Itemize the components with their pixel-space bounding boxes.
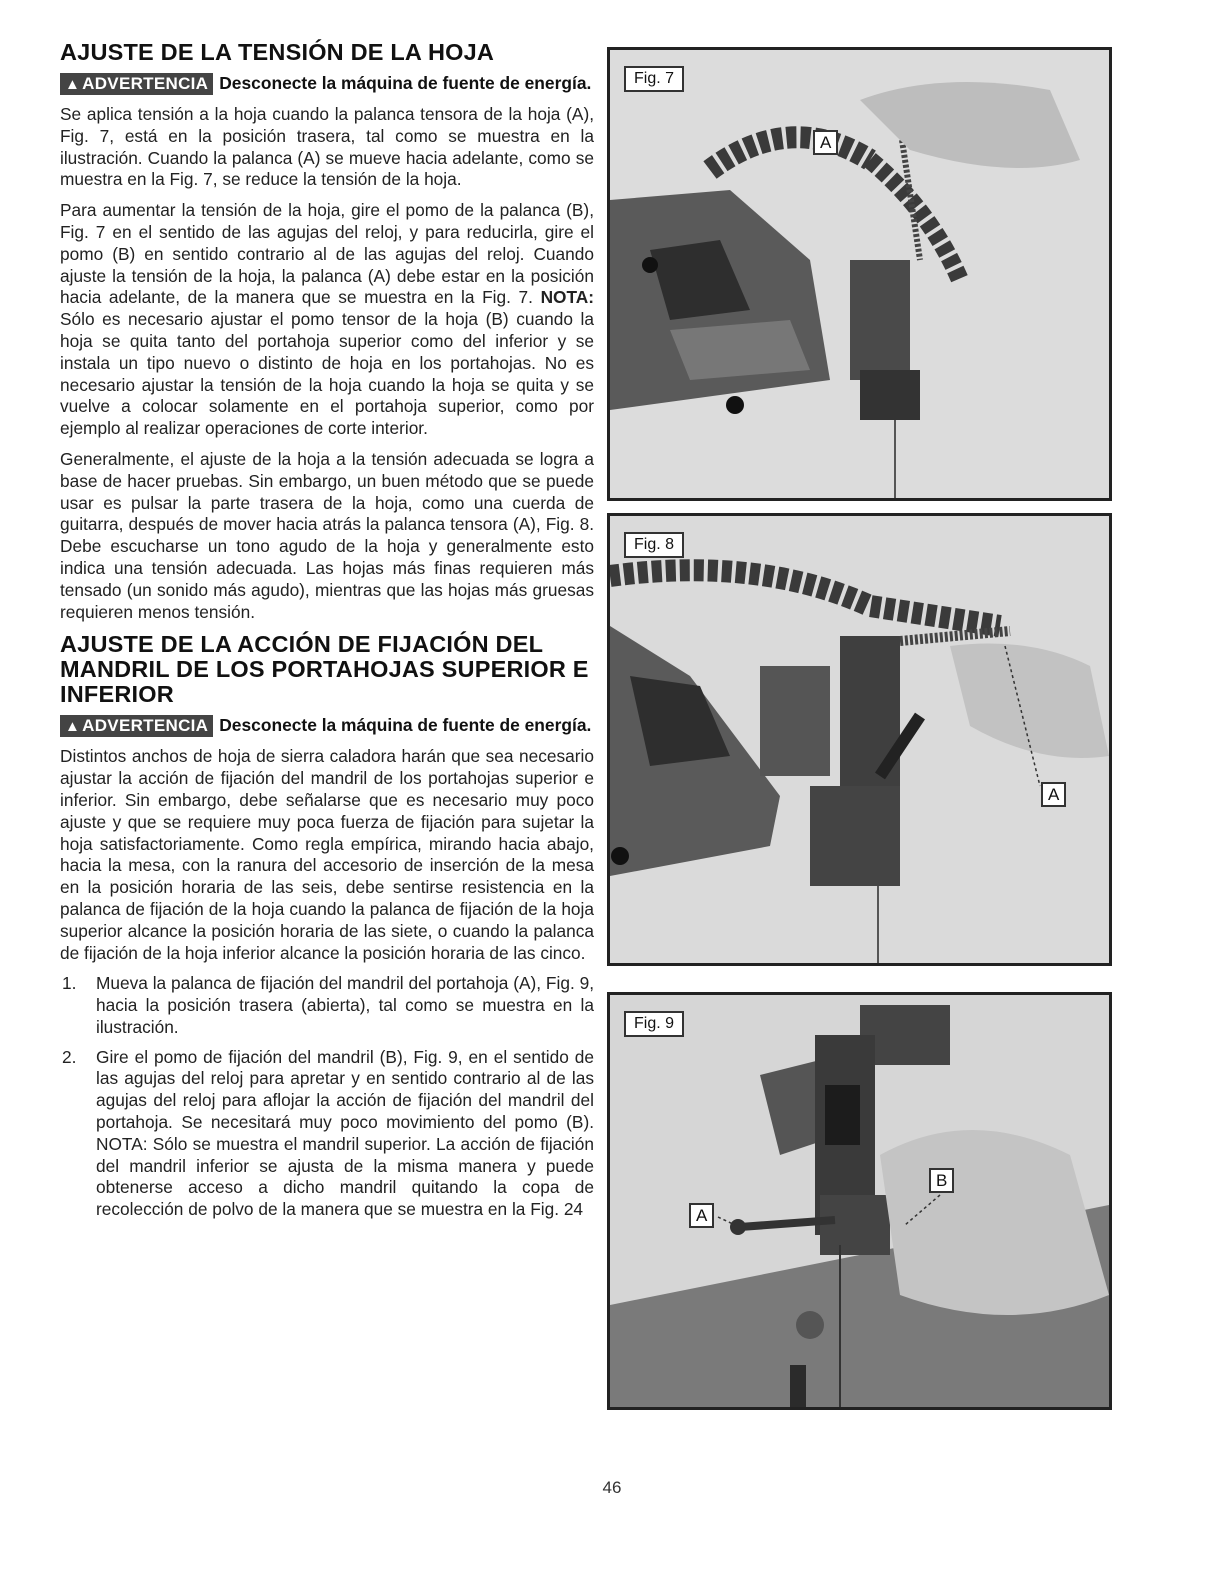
section-heading-mandril: AJUSTE DE LA ACCIÓN DE FIJACIÓN DEL MANDRIL DE LOS PORTAHOJAS SUPERIOR E INFERIOR: [60, 631, 589, 708]
figure-8: [607, 513, 1112, 966]
warning-block: [60, 715, 594, 737]
warning-badge: ▲ ADVERTENCIA: [60, 73, 213, 95]
warning-triangle-icon: ▲: [65, 76, 81, 93]
callout-a: A: [689, 1203, 714, 1228]
figure-7: [607, 47, 1112, 501]
figure-7-illustration: [610, 50, 1109, 498]
callout-a: A: [1041, 782, 1066, 807]
paragraph: Se aplica tensión a la hoja cuando la palanca tensora de la hoja (A), Fig. 7, está en la posición trasera, tal como se muestra en la ilustración. Cuando la palanca (A) se mueve hacia adelante, como se muestra en la Fig. 7, se reduce la tensión de la hoja.: [60, 104, 594, 190]
figure-9: [607, 992, 1112, 1410]
section-heading-tension: AJUSTE DE LA TENSIÓN DE LA HOJA: [60, 39, 495, 65]
figure-9-illustration: [610, 995, 1109, 1407]
paragraph: Distintos anchos de hoja de sierra caladora harán que sea necesario ajustar la acción de fijación del mandril de los portahojas superior e inferior. Sin embargo, debe señalarse que es necesario muy poco ajuste y que se requiere muy poca fuerza de fijación para sujetar la hoja satisfactoriamente. Como regla empírica, mirando hacia abajo, hacia la mesa, con la ranura del accesorio de inserción de la mesa en la posición horaria de las seis, debe sentirse resistencia en la palanca de fijación de la hoja cuando la palanca de fijación de la hoja superior alcance la posición horaria de las siete, o cuando la palanca de fijación de la hoja inferior alcance la posición horaria de las cinco.: [60, 746, 594, 963]
callout-a: A: [813, 130, 838, 155]
warning-badge: ▲ ADVERTENCIA: [60, 715, 213, 737]
warning-text: Desconecte la máquina de fuente de energía.: [219, 73, 592, 93]
paragraph: Para aumentar la tensión de la hoja, gire el pomo de la palanca (B), Fig. 7 en el sentido de las agujas del reloj, y para reducirla, gire el pomo (B) en sentido contrario al de las agujas del reloj. Cuando ajuste la tensión de la hoja, la palanca (A) debe estar en la posición hacia adelante, de la manera que se muestra en la Fig. 7. NOTA: Sólo es necesario ajustar el pomo tensor de la hoja (B) cuando la hoja se quita tanto del portahoja superior como del inferior y se instala un tipo nuevo o distinto de hoja en los portahojas. No es necesario ajustar la tensión de la hoja cuando la hoja se quita y se vuelve a colocar solamente en el portahoja superior, como por ejemplo al realizar operaciones de corte interior.: [60, 200, 594, 439]
list-item: 2. Gire el pomo de fijación del mandril (B), Fig. 9, en el sentido de las agujas del reloj para apretar y en sentido contrario al de las agujas del reloj para aflojar la acción de fijación del mandril del portahoja. Se necesitará muy poco movimiento del pomo (B). NOTA: Sólo se muestra el mandril superior. La acción de fijación del mandril inferior se ajusta de la misma manera y puede obtenerse acceso a dicho mandril quitando la copa de recolección de polvo de la manera que se muestra en la Fig. 24: [62, 1046, 594, 1220]
figure-label: Fig. 7: [624, 66, 684, 92]
warning-text: Desconecte la máquina de fuente de energía.: [219, 715, 592, 736]
paragraph: Generalmente, el ajuste de la hoja a la tensión adecuada se logra a base de hacer pruebas. Sin embargo, un buen método que se puede usar es pulsar la parte trasera de la hoja, como una cuerda de guitarra, después de mover hacia atrás la palanca tensora (A), Fig. 8. Debe escucharse un tono agudo de la hoja y generalmente esto indica una tensión adecuada. Las hojas más finas requieren más tensado (un sonido más agudo), mientras que las hojas más gruesas requieren menos tensión.: [60, 448, 594, 622]
figure-label: Fig. 9: [624, 1011, 684, 1037]
figure-label: Fig. 8: [624, 532, 684, 558]
page-number: 46: [602, 1478, 622, 1497]
warning-triangle-icon: ▲: [65, 718, 81, 736]
note-label: NOTA:: [540, 287, 594, 308]
steps-list: [60, 973, 594, 1221]
list-item: 1. Mueva la palanca de fijación del mandril del portahoja (A), Fig. 9, hacia la posición trasera (abierta), tal como se muestra en la ilustración.: [62, 973, 594, 1037]
warning-block: [60, 73, 594, 95]
callout-b: B: [929, 1168, 954, 1193]
text-column: [60, 40, 594, 1229]
figure-8-illustration: [610, 516, 1109, 963]
